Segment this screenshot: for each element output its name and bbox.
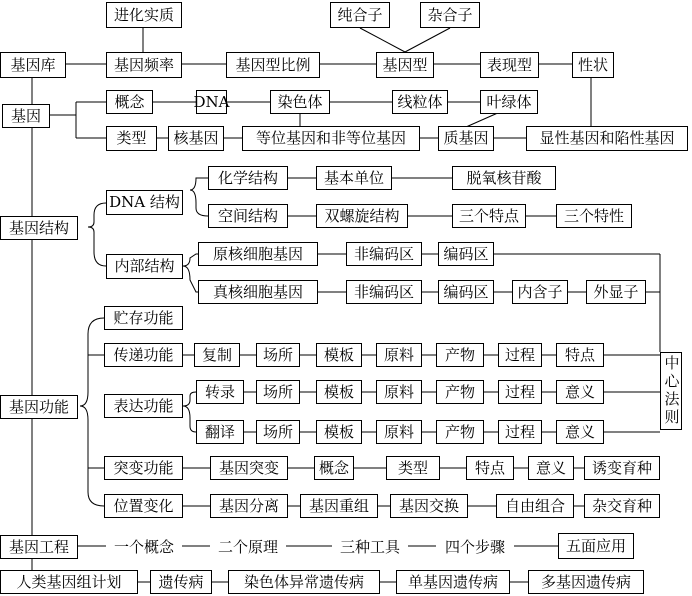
- node-two-principles[interactable]: 二个原理: [217, 537, 278, 556]
- node-segregation[interactable]: 基因分离: [210, 494, 288, 518]
- node-cross-breeding[interactable]: 杂交育种: [584, 494, 660, 518]
- node-type-bottom[interactable]: 类型: [386, 456, 440, 480]
- node-mutation-breeding[interactable]: 诱变育种: [584, 456, 660, 480]
- node-product-2[interactable]: 产物: [436, 380, 484, 404]
- node-gene-structure[interactable]: 基因结构: [0, 216, 78, 240]
- node-material-1[interactable]: 原料: [376, 343, 422, 367]
- node-four-steps[interactable]: 四个步骤: [444, 537, 505, 556]
- node-polygenic-disease[interactable]: 多基因遗传病: [528, 570, 644, 594]
- node-translation[interactable]: 翻译: [196, 420, 244, 444]
- node-noncoding-1[interactable]: 非编码区: [346, 242, 422, 266]
- node-template-3[interactable]: 模板: [316, 420, 362, 444]
- node-double-helix[interactable]: 双螺旋结构: [316, 204, 408, 228]
- node-product-1[interactable]: 产物: [436, 343, 484, 367]
- node-recombination[interactable]: 基因重组: [300, 494, 378, 518]
- node-dominant-recessive[interactable]: 显性基因和陷性基因: [526, 126, 688, 151]
- node-coding-1[interactable]: 编码区: [438, 242, 494, 266]
- node-position-change[interactable]: 位置变化: [104, 494, 183, 518]
- node-chloroplast[interactable]: 叶绿体: [480, 90, 538, 114]
- node-cytoplasmic-gene[interactable]: 质基因: [438, 126, 494, 151]
- node-homozygote[interactable]: 纯合子: [330, 2, 390, 28]
- node-gene-function[interactable]: 基因功能: [0, 395, 78, 419]
- node-chromosome-top[interactable]: 染色体: [270, 90, 330, 114]
- node-meaning-2[interactable]: 意义: [556, 380, 604, 404]
- node-intron[interactable]: 内含子: [512, 280, 568, 304]
- node-dna-structure[interactable]: DNA 结构: [106, 190, 183, 215]
- node-gene-frequency[interactable]: 基因频率: [106, 52, 182, 78]
- node-template-2[interactable]: 模板: [316, 380, 362, 404]
- node-gene-pool[interactable]: 基因库: [0, 52, 66, 78]
- node-internal-structure[interactable]: 内部结构: [106, 254, 183, 279]
- node-type-top[interactable]: 类型: [106, 126, 157, 151]
- node-allele[interactable]: 等位基因和非等位基因: [242, 126, 420, 151]
- node-free-combination[interactable]: 自由组合: [496, 494, 574, 518]
- node-process-3[interactable]: 过程: [498, 420, 542, 444]
- node-chromosomal-disease[interactable]: 染色体异常遗传病: [228, 570, 380, 594]
- node-gene-mutation[interactable]: 基因突变: [210, 456, 288, 480]
- node-gene[interactable]: 基因: [2, 104, 50, 128]
- node-three-features[interactable]: 三个特点: [452, 204, 526, 228]
- node-heterozygote[interactable]: 杂合子: [420, 2, 480, 28]
- node-five-applications[interactable]: 五面应用: [558, 533, 634, 559]
- node-material-2[interactable]: 原料: [376, 380, 422, 404]
- node-exon[interactable]: 外显子: [586, 280, 646, 304]
- node-trait[interactable]: 性状: [572, 52, 614, 78]
- node-material-3[interactable]: 原料: [376, 420, 422, 444]
- node-mitochondria[interactable]: 线粒体: [392, 90, 448, 114]
- node-crossing-over[interactable]: 基因交换: [390, 494, 468, 518]
- node-product-3[interactable]: 产物: [436, 420, 484, 444]
- node-mutation-function[interactable]: 突变功能: [104, 456, 183, 480]
- node-site-1[interactable]: 场所: [256, 343, 300, 367]
- node-dna-top[interactable]: DNA: [196, 90, 227, 114]
- node-three-properties[interactable]: 三个特性: [556, 204, 632, 228]
- node-coding-2[interactable]: 编码区: [438, 280, 494, 304]
- node-concept-bottom[interactable]: 概念: [314, 456, 354, 480]
- node-transmission-function[interactable]: 传递功能: [104, 343, 183, 367]
- node-genotype[interactable]: 基因型: [376, 52, 434, 78]
- node-meaning-bottom[interactable]: 意义: [528, 456, 574, 480]
- node-meaning-3[interactable]: 意义: [556, 420, 604, 444]
- node-one-concept[interactable]: 一个概念: [113, 537, 174, 556]
- node-eukaryotic-gene[interactable]: 真核细胞基因: [198, 280, 318, 304]
- node-concept-top[interactable]: 概念: [106, 90, 153, 114]
- node-chemical-structure[interactable]: 化学结构: [208, 166, 288, 190]
- node-basic-unit[interactable]: 基本单位: [316, 166, 392, 190]
- node-expression-function[interactable]: 表达功能: [104, 394, 183, 418]
- node-deoxynucleotide[interactable]: 脱氧核苷酸: [452, 166, 556, 190]
- node-replication[interactable]: 复制: [194, 343, 240, 367]
- node-human-genome-project[interactable]: 人类基因组计划: [0, 570, 138, 594]
- node-phenotype[interactable]: 表现型: [480, 52, 539, 78]
- node-feature-1[interactable]: 特点: [556, 343, 604, 367]
- node-feature-bottom[interactable]: 特点: [466, 456, 514, 480]
- node-site-3[interactable]: 场所: [256, 420, 300, 444]
- node-central-dogma[interactable]: 中心法则: [660, 352, 682, 430]
- node-nuclear-gene[interactable]: 核基因: [168, 126, 224, 151]
- node-three-tools[interactable]: 三种工具: [339, 537, 400, 556]
- node-process-1[interactable]: 过程: [498, 343, 542, 367]
- node-storage-function[interactable]: 贮存功能: [104, 306, 183, 330]
- node-spatial-structure[interactable]: 空间结构: [208, 204, 288, 228]
- node-monogenic-disease[interactable]: 单基因遗传病: [396, 570, 510, 594]
- node-transcription[interactable]: 转录: [196, 380, 244, 404]
- node-template-1[interactable]: 模板: [316, 343, 362, 367]
- node-genetic-disease[interactable]: 遗传病: [150, 570, 212, 594]
- node-gene-engineering[interactable]: 基因工程: [0, 535, 78, 559]
- node-evolution-essence[interactable]: 进化实质: [106, 2, 182, 28]
- node-site-2[interactable]: 场所: [256, 380, 300, 404]
- node-prokaryotic-gene[interactable]: 原核细胞基因: [198, 242, 318, 266]
- node-noncoding-2[interactable]: 非编码区: [346, 280, 422, 304]
- node-genotype-ratio[interactable]: 基因型比例: [226, 52, 320, 78]
- node-process-2[interactable]: 过程: [498, 380, 542, 404]
